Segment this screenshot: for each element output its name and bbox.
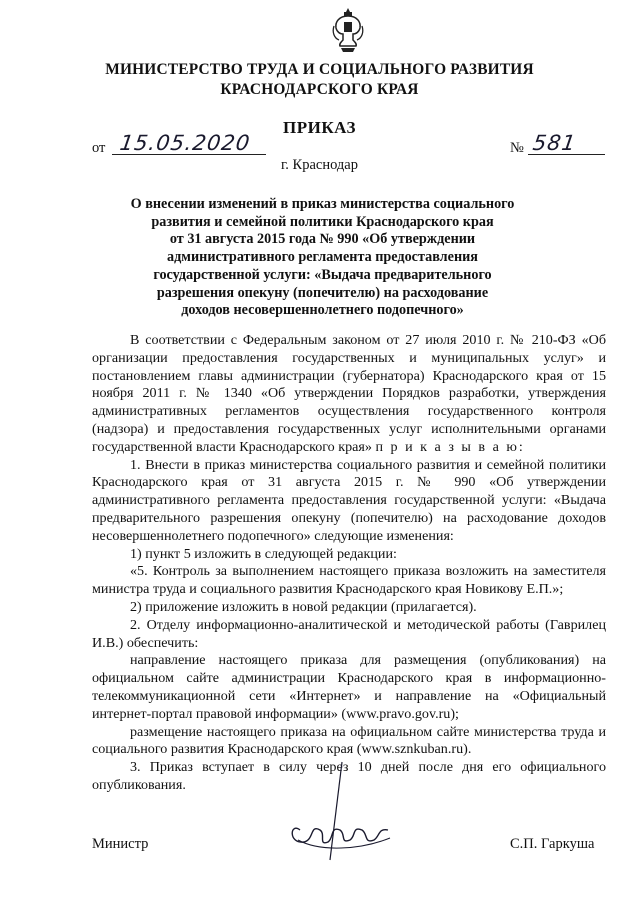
prikazyvayu-word: п р и к а з ы в а ю: — [375, 438, 525, 455]
heading-line: развития и семейной политики Краснодарского края — [151, 213, 494, 230]
heading-line: О внесении изменений в приказ министерства социального — [130, 196, 515, 212]
date-underline — [112, 154, 266, 155]
body-paragraph: 1. Внести в приказ министерства социального развития и семейной политики Краснодарского края от 31 августа 2015 г. № 990 «Об утверждении административного регламента предоставления государственной услуги: «Выдача предварительного разрешения опекуну (попечителю) на расходование доходов несовершеннолетнего подопечного» следующие изменения: — [92, 456, 606, 544]
body-paragraph: 2) приложение изложить в новой редакции (прилагается). — [130, 598, 477, 615]
coat-of-arms-icon — [331, 6, 365, 54]
city: г. Краснодар — [280, 157, 358, 173]
heading-line: от 31 августа 2015 года № 990 «Об утверждении — [169, 231, 476, 248]
heading-line: административного регламента предоставления — [167, 249, 478, 266]
ministry-name — [0, 60, 639, 100]
preamble-text: В соответствии с Федеральным законом от 27 июля 2010 г. № 210-ФЗ «Об организации предоставления государственных и муниципальных услуг» и постановлением главы администрации (губернатора) Краснодарского края от 15 ноября 2011 г. № 1340 «Об утверждении Порядков разработки, утверждения административных регламентов осуществления государственного контроля (надзора) и предоставления государственных услуг исполнительными органами государственной власти Краснодарского края» — [92, 332, 606, 455]
body-paragraph: «5. Контроль за выполнением настоящего приказа возложить на заместителя министра труда и социального развития Краснодарского края Новикову Е.П.»; — [92, 563, 606, 598]
heading-line: доходов несовершеннолетнего подопечного» — [181, 302, 464, 319]
signature-image — [270, 760, 400, 870]
ministry-line-2: КРАСНОДАРСКОГО КРАЯ — [220, 81, 419, 98]
minister-name: С.П. Гаркуша — [510, 836, 595, 852]
heading-line: государственной услуги: «Выдача предварительного — [153, 266, 492, 283]
body-paragraph: размещение настоящего приказа на официальном сайте министерства труда и социального развития Краснодарского края (www.sznkuban.ru). — [92, 723, 606, 758]
document-body — [92, 332, 606, 795]
number-label: № — [510, 140, 524, 156]
body-paragraph: направление настоящего приказа для размещения (опубликования) на официальном сайте администрации Краснодарского края в информационно-телекоммуникационной сети «Интернет» и направление на «Официальный интернет-портал правовой информации» (www.pravo.gov.ru); — [92, 652, 606, 722]
heading-line: разрешения опекуну (попечителю) на расходование — [156, 284, 489, 301]
preamble-paragraph — [92, 332, 606, 457]
body-paragraph: 3. Приказ вступает в силу через 10 дней после дня его официального опубликования. — [92, 759, 606, 793]
number-value: 581 — [531, 131, 578, 155]
document-type: ПРИКАЗ — [283, 118, 356, 137]
date-label: от — [92, 140, 106, 156]
document-heading — [95, 196, 550, 320]
number-underline — [528, 154, 605, 155]
minister-label: Министр — [92, 836, 149, 852]
body-paragraph: 2. Отделу информационно-аналитической и методической работы (Гаврилец И.В.) обеспечить: — [92, 616, 606, 651]
body-paragraph: 1) пункт 5 изложить в следующей редакции: — [130, 545, 397, 562]
ministry-line-1: МИНИСТЕРСТВО ТРУДА И СОЦИАЛЬНОГО РАЗВИТИЯ — [105, 61, 534, 78]
date-value: 15.05.2020 — [118, 131, 252, 155]
